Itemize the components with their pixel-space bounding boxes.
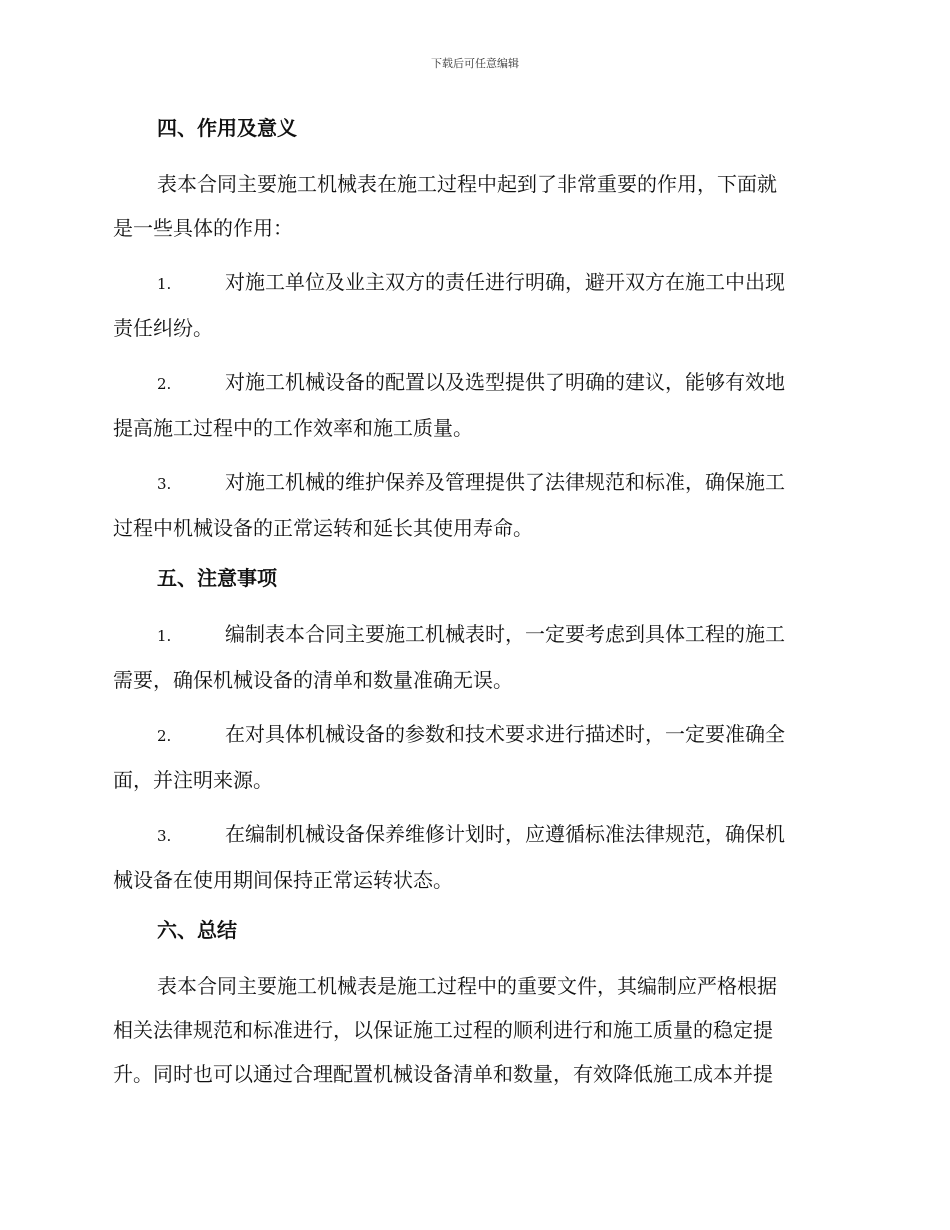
list-item-continuation: 械设备在使用期间保持正常运转状态。 [113, 868, 453, 892]
section-heading-5: 五、注意事项 [157, 566, 277, 590]
list-item-continuation: 提高施工过程中的工作效率和施工质量。 [113, 416, 473, 440]
list-item [113, 360, 833, 406]
list-item-number: 3. [157, 475, 172, 493]
list-item [113, 612, 833, 658]
list-item-number: 2. [157, 375, 172, 393]
list-item-text: 对施工单位及业主双方的责任进行明确，避开双方在施工中出现 [225, 270, 785, 294]
section-heading-4: 四、作用及意义 [157, 116, 297, 140]
list-item [113, 812, 833, 858]
document-body [113, 110, 833, 1096]
list-item-text: 对施工机械设备的配置以及选型提供了明确的建议，能够有效地 [225, 370, 785, 394]
list-item-continuation: 需要，确保机械设备的清单和数量准确无误。 [113, 668, 513, 692]
list-item-continuation: 责任纠纷。 [113, 316, 213, 340]
list-item-continuation: 过程中机械设备的正常运转和延长其使用寿命。 [113, 516, 533, 540]
list-item-text: 在对具体机械设备的参数和技术要求进行描述时，一定要准确全 [225, 722, 785, 746]
section-6-paragraph-line-3: 升。同时也可以通过合理配置机械设备清单和数量，有效降低施工成本并提 [113, 1062, 773, 1086]
list-item-number: 1. [157, 275, 172, 293]
list-item [113, 460, 833, 506]
section-6-paragraph-line-1: 表本合同主要施工机械表是施工过程中的重要文件，其编制应严格根据 [157, 974, 777, 998]
list-item-text: 在编制机械设备保养维修计划时，应遵循标准法律规范，确保机 [225, 822, 785, 846]
list-item-text: 编制表本合同主要施工机械表时，一定要考虑到具体工程的施工 [225, 622, 785, 646]
list-item [113, 260, 833, 306]
section-heading-6: 六、总结 [157, 918, 237, 942]
list-item-number: 3. [157, 827, 172, 845]
list-item-number: 2. [157, 727, 172, 745]
list-item-continuation: 面，并注明来源。 [113, 768, 273, 792]
section-4-intro-line-1: 表本合同主要施工机械表在施工过程中起到了非常重要的作用，下面就 [157, 172, 777, 196]
header-note: 下载后可任意编辑 [431, 57, 519, 70]
list-item [113, 712, 833, 758]
list-item-number: 1. [157, 627, 172, 645]
section-6-paragraph-line-2: 相关法律规范和标准进行，以保证施工过程的顺利进行和施工质量的稳定提 [113, 1018, 773, 1042]
list-item-text: 对施工机械的维护保养及管理提供了法律规范和标准，确保施工 [225, 470, 785, 494]
section-4-intro-line-2: 是一些具体的作用： [113, 216, 293, 240]
